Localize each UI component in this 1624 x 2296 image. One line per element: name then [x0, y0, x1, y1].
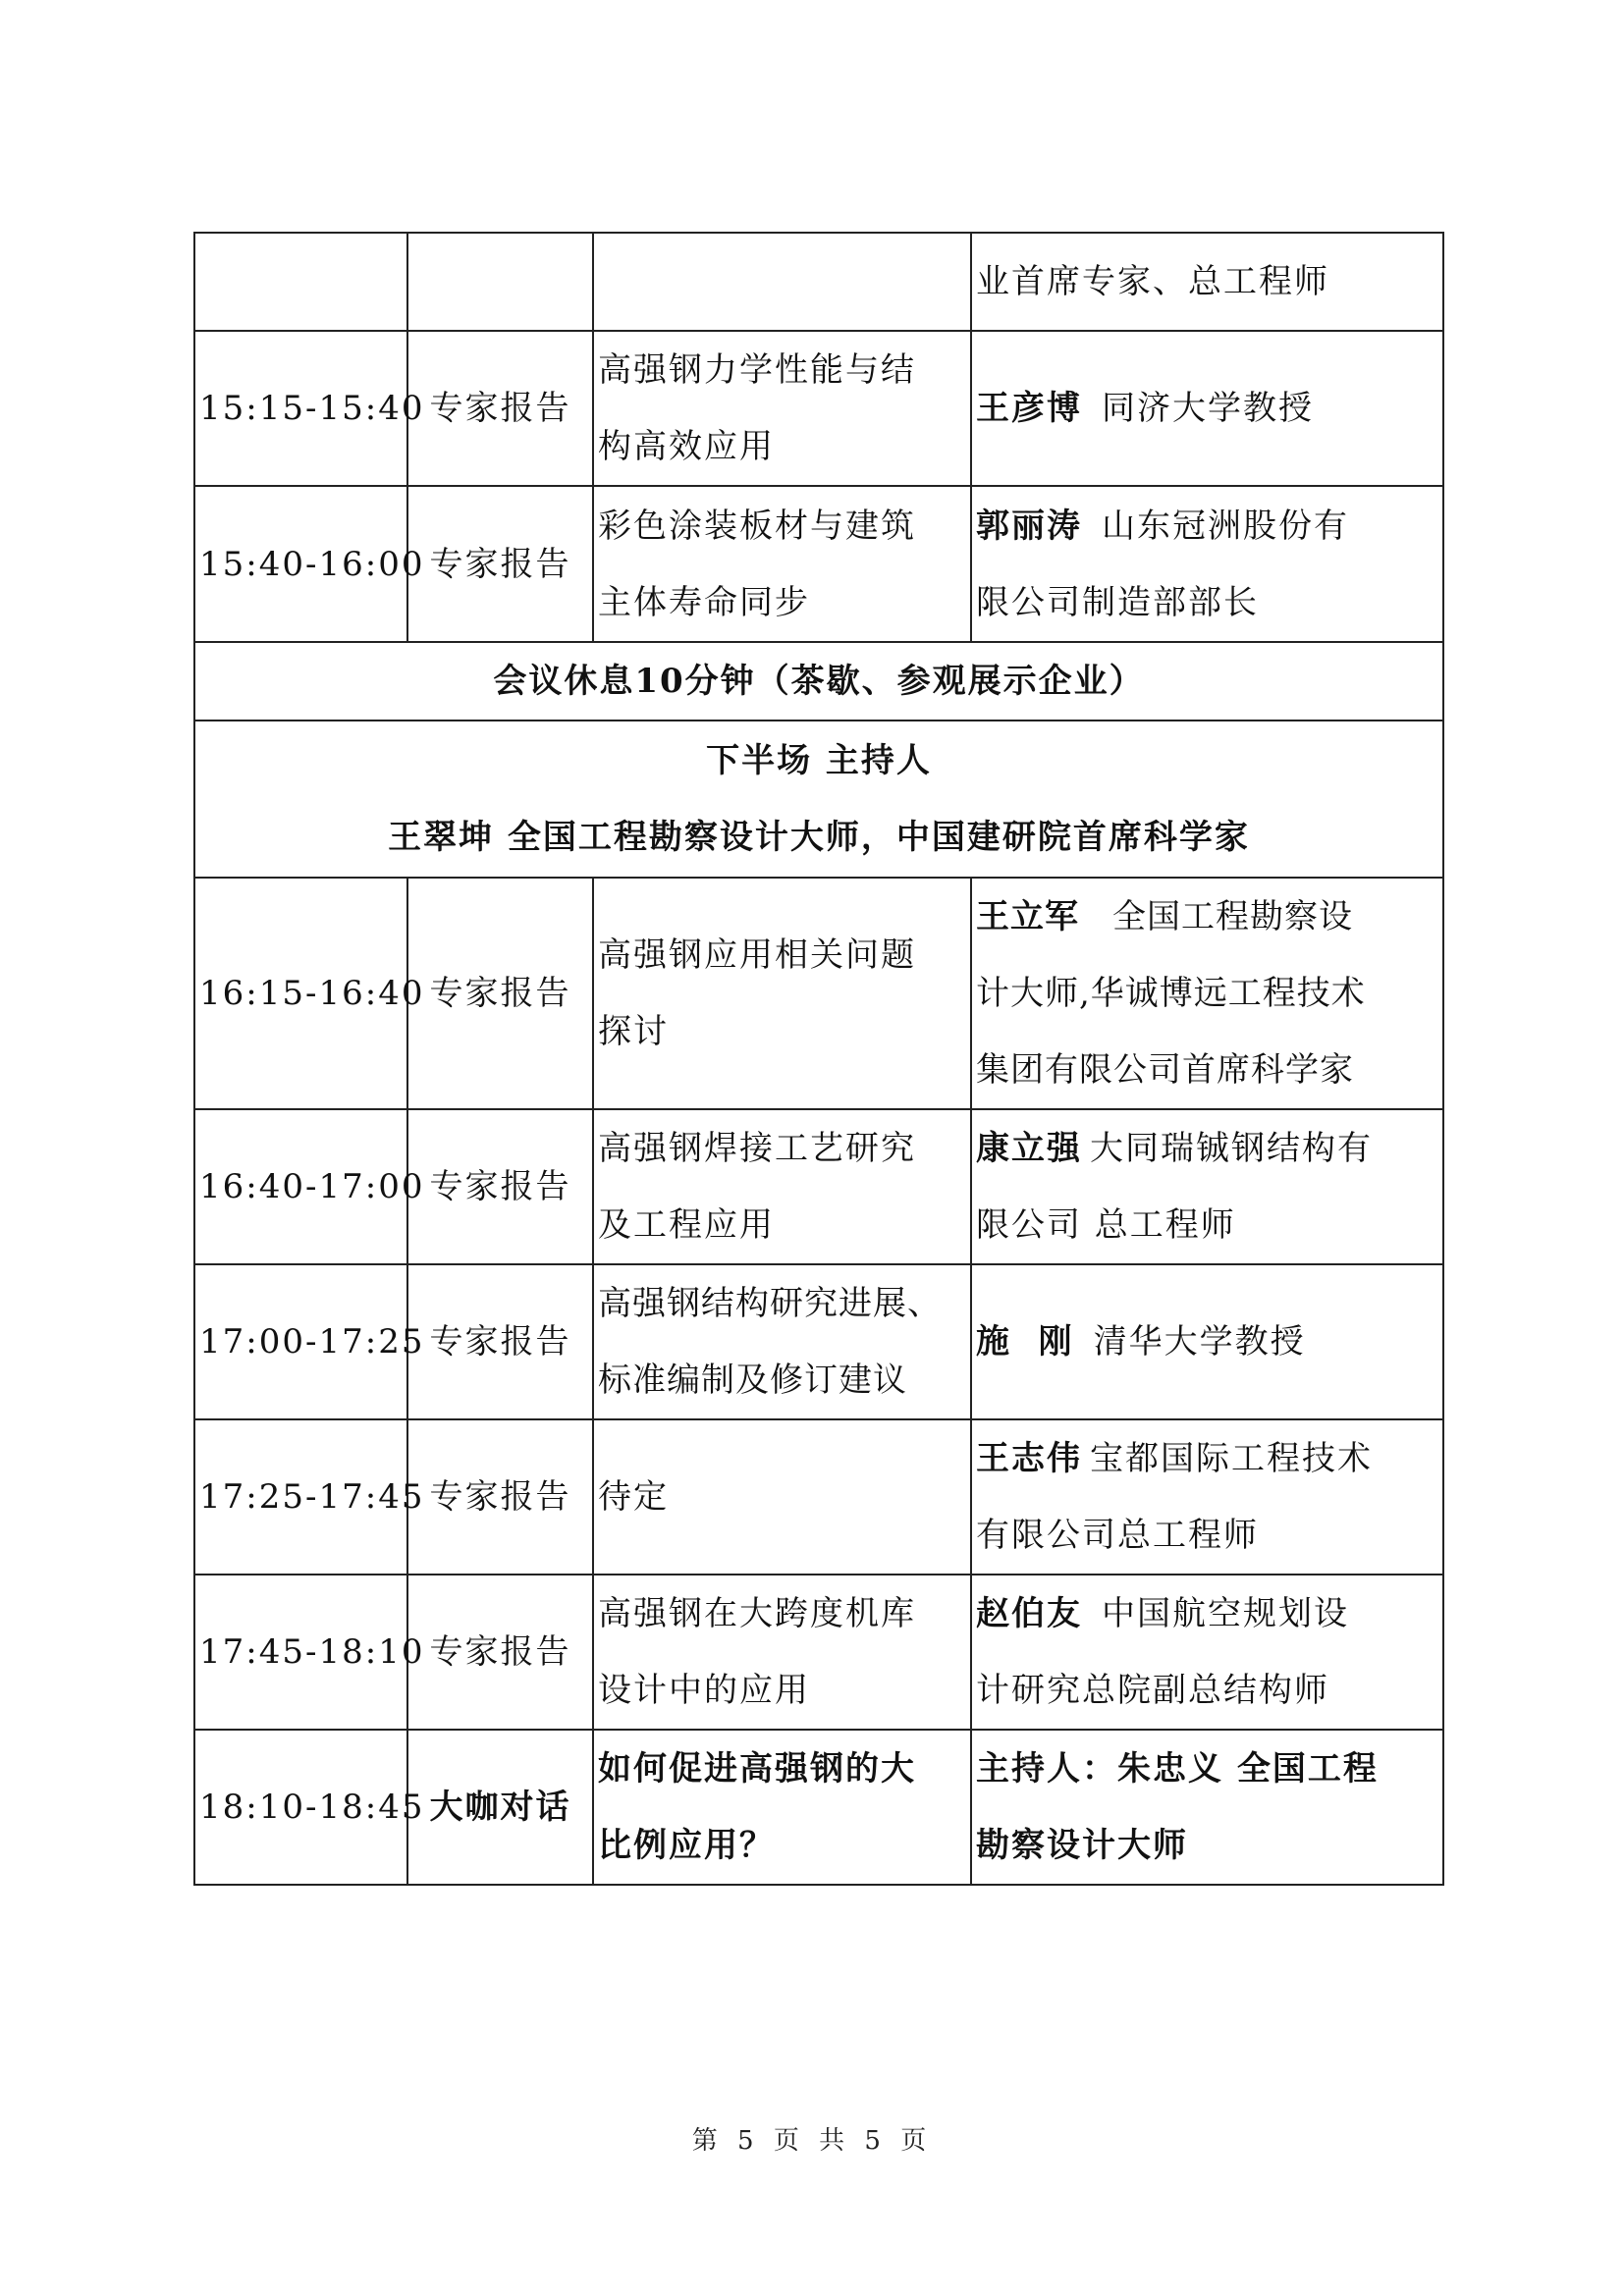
table-row [194, 1575, 1443, 1730]
topic-cell [593, 1575, 971, 1730]
topic-cell [593, 331, 971, 486]
type-cell: 专家报告 [407, 331, 593, 486]
table-row [194, 1419, 1443, 1575]
type-cell: 专家报告 [407, 878, 593, 1109]
topic-cell [593, 233, 971, 331]
speaker-desc: 大同瑞铖钢结构有 [1090, 1129, 1373, 1168]
topic-cell [593, 1730, 971, 1885]
speaker-desc: 集团有限公司首席科学家 [976, 1050, 1354, 1090]
topic-cell [593, 1264, 971, 1419]
session-header-row [194, 721, 1443, 878]
speaker-desc: 同济大学教授 [1102, 389, 1314, 428]
table-row-continuation [194, 233, 1443, 331]
topic-line: 高强钢力学性能与结 [598, 350, 916, 390]
table-row [194, 1264, 1443, 1419]
speaker-name: 王立军 [976, 897, 1079, 936]
type-cell: 大咖对话 [407, 1730, 593, 1885]
speaker-cell [971, 878, 1443, 1109]
topic-line: 及工程应用 [598, 1205, 775, 1245]
speaker-desc: 计研究总院副总结构师 [976, 1671, 1329, 1710]
topic-cell [593, 878, 971, 1109]
speaker-desc: 全国工程勘察设 [1112, 897, 1353, 936]
speaker-name: 施 刚 [976, 1322, 1074, 1362]
time-cell [194, 233, 407, 331]
type-cell: 专家报告 [407, 1109, 593, 1264]
speaker-desc: 中国航空规划设 [1102, 1594, 1349, 1633]
topic-cell [593, 1419, 971, 1575]
agenda-table [193, 232, 1444, 1886]
speaker-cell [971, 1575, 1443, 1730]
speaker-desc: 计大师,华诚博远工程技术 [976, 974, 1366, 1013]
type-cell [407, 233, 593, 331]
speaker-name: 郭丽涛 [976, 506, 1082, 546]
topic-cell [593, 486, 971, 642]
page-number: 第 5 页 共 5 页 [691, 2126, 933, 2156]
table-row [194, 878, 1443, 1109]
speaker-name: 王彦博 [976, 389, 1082, 428]
topic-line: 高强钢在大跨度机库 [598, 1594, 916, 1633]
break-notice: 会议休息10分钟（茶歇、参观展示企业） [194, 642, 1443, 721]
time-cell: 15:15-15:40 [194, 331, 407, 486]
topic-line: 探讨 [598, 1012, 669, 1051]
moderator-line: 勘察设计大师 [976, 1826, 1188, 1865]
topic-line: 设计中的应用 [598, 1671, 810, 1710]
topic-line: 彩色涂装板材与建筑 [598, 506, 916, 546]
type-cell: 专家报告 [407, 486, 593, 642]
topic-line: 高强钢结构研究进展、 [598, 1284, 942, 1323]
table-row [194, 486, 1443, 642]
break-row [194, 642, 1443, 721]
speaker-desc: 有限公司总工程师 [976, 1516, 1259, 1555]
session-header [194, 721, 1443, 878]
moderator-line: 主持人：朱忠义 全国工程 [976, 1749, 1379, 1789]
dialogue-row [194, 1730, 1443, 1885]
time-cell: 17:25-17:45 [194, 1419, 407, 1575]
topic-line: 待定 [598, 1477, 669, 1517]
speaker-name: 王志伟 [976, 1439, 1082, 1478]
speaker-desc: 限公司 总工程师 [976, 1205, 1236, 1245]
topic-line: 高强钢应用相关问题 [598, 935, 916, 975]
topic-line: 如何促进高强钢的大 [598, 1749, 916, 1789]
time-cell: 16:40-17:00 [194, 1109, 407, 1264]
session-title: 下半场 主持人 [706, 741, 932, 780]
session-host: 王翠坤 全国工程勘察设计大师，中国建研院首席科学家 [388, 818, 1250, 857]
speaker-cell: 业首席专家、总工程师 [971, 233, 1443, 331]
topic-cell [593, 1109, 971, 1264]
type-cell: 专家报告 [407, 1264, 593, 1419]
speaker-cell [971, 1264, 1443, 1419]
speaker-desc: 山东冠洲股份有 [1102, 506, 1349, 546]
topic-line: 构高效应用 [598, 427, 775, 466]
speaker-desc: 宝都国际工程技术 [1090, 1439, 1373, 1478]
topic-line: 高强钢焊接工艺研究 [598, 1129, 916, 1168]
table-row [194, 331, 1443, 486]
topic-line: 标准编制及修订建议 [598, 1361, 907, 1400]
speaker-desc: 清华大学教授 [1093, 1322, 1306, 1362]
topic-line: 比例应用？ [598, 1826, 775, 1865]
speaker-desc: 限公司制造部部长 [976, 582, 1259, 622]
speaker-cell [971, 1419, 1443, 1575]
time-cell: 18:10-18:45 [194, 1730, 407, 1885]
speaker-name: 赵伯友 [976, 1594, 1082, 1633]
speaker-cell [971, 1109, 1443, 1264]
time-cell: 15:40-16:00 [194, 486, 407, 642]
time-cell: 17:45-18:10 [194, 1575, 407, 1730]
type-cell: 专家报告 [407, 1419, 593, 1575]
topic-line: 主体寿命同步 [598, 582, 810, 622]
speaker-cell [971, 486, 1443, 642]
speaker-name: 康立强 [976, 1129, 1082, 1168]
speaker-cell [971, 1730, 1443, 1885]
table-row [194, 1109, 1443, 1264]
time-cell: 17:00-17:25 [194, 1264, 407, 1419]
type-cell: 专家报告 [407, 1575, 593, 1730]
speaker-cell [971, 331, 1443, 486]
time-cell: 16:15-16:40 [194, 878, 407, 1109]
